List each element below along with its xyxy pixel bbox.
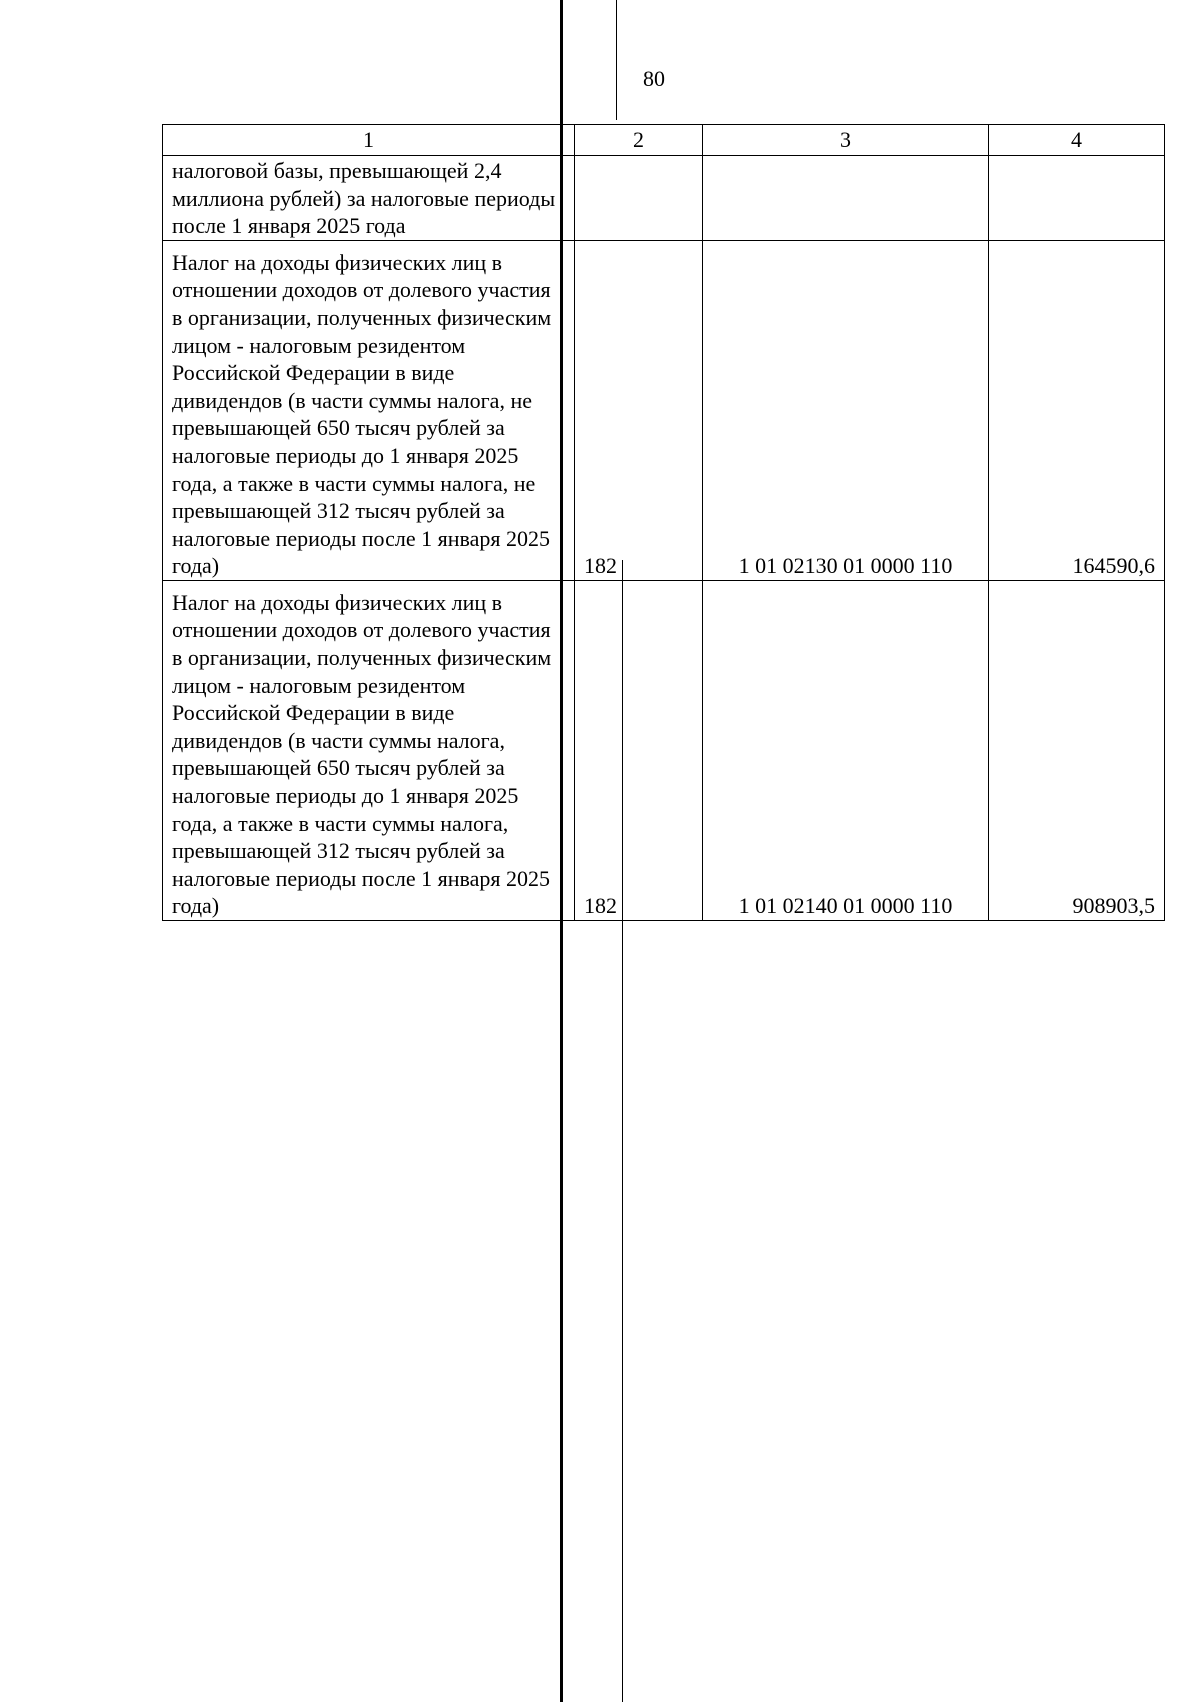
kbk-code-cell	[703, 156, 989, 241]
page-number: 80	[643, 66, 665, 91]
table-row	[163, 241, 1165, 581]
kbk-code-cell: 1 01 02140 01 0000 110	[703, 581, 989, 921]
column-header-2: 2	[575, 125, 703, 156]
kbk-code-cell: 1 01 02130 01 0000 110	[703, 241, 989, 581]
revenue-name-cell: Налог на доходы физических лиц в отношении доходов от долевого участия в организации, полученных физическим лицом - налоговым резидентом Российской Федерации в виде дивидендов (в части суммы налога, не превышающей 650 тысяч рублей за налоговые периоды до 1 января 2025 года, а также в части суммы налога, не превышающей 312 тысяч рублей за налоговые периоды после 1 января 2025 года)	[163, 241, 575, 581]
revenue-name-cell: Налог на доходы физических лиц в отношении доходов от долевого участия в организации, полученных физическим лицом - налоговым резидентом Российской Федерации в виде дивидендов (в части суммы налога, превышающей 650 тысяч рублей за налоговые периоды до 1 января 2025 года, а также в части суммы налога, превышающей 312 тысяч рублей за налоговые периоды после 1 января 2025 года)	[163, 581, 575, 921]
admin-code-cell	[575, 156, 703, 241]
column-header-3: 3	[703, 125, 989, 156]
revenue-table	[162, 124, 1165, 921]
table-row	[163, 156, 1165, 241]
amount-cell	[989, 156, 1165, 241]
admin-code-cell: 182	[575, 241, 703, 581]
table-row	[163, 581, 1165, 921]
column-header-1: 1	[163, 125, 575, 156]
scan-artifact-line	[616, 0, 617, 120]
amount-cell: 908903,5	[989, 581, 1165, 921]
admin-code-cell: 182	[575, 581, 703, 921]
amount-cell: 164590,6	[989, 241, 1165, 581]
table-header-row	[163, 125, 1165, 156]
column-header-4: 4	[989, 125, 1165, 156]
revenue-name-cell: налоговой базы, превышающей 2,4 миллиона рублей) за налоговые периоды после 1 января 2025 года	[163, 156, 575, 241]
